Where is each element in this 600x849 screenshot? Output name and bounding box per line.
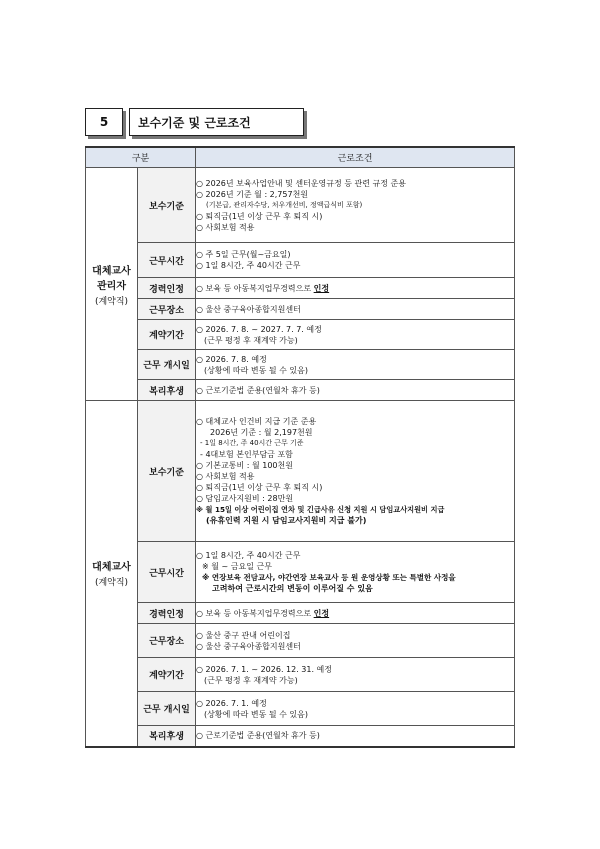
row-label: 경력인정 (138, 278, 196, 299)
line: ○ 2026. 7. 8. ~ 2027. 7. 7. 예정 (196, 324, 322, 334)
line: - 1일 8시간, 주 40시간 근무 기준 (200, 439, 304, 447)
group-sub: (계약직) (94, 578, 129, 589)
line-text: ○ 보육 등 아동복지업무경력으로 (196, 283, 314, 293)
line: ○ 사회보험 적용 (196, 222, 255, 232)
row-label: 근무장소 (138, 624, 196, 658)
row-content (196, 658, 515, 692)
row-content (196, 168, 515, 243)
line: ○ 담임교사지원비 : 28만원 (196, 494, 294, 503)
group-name: 대체교사 (92, 562, 131, 574)
row-label: 근무 개시일 (138, 692, 196, 726)
line: ○ 2026. 7. 1. 예정 (196, 698, 267, 708)
col-header-conditions: 근로조건 (196, 147, 515, 168)
line: ○ 퇴직금(1년 이상 근무 후 퇴직 시) (196, 483, 323, 492)
line: ○ 2026년 보육사업안내 및 센터운영규정 등 관련 규정 준용 (196, 178, 406, 188)
line: (근무 평정 후 재계약 가능) (204, 675, 298, 685)
line: ○ 근로기준법 준용(연월차 휴가 등) (196, 731, 320, 741)
line: (기본급, 관리자수당, 처우개선비, 정액급식비 포함) (206, 200, 363, 209)
section-header (85, 108, 304, 136)
line: ○ 근로기준법 준용(연월차 휴가 등) (196, 385, 320, 395)
line: ○ 1일 8시간, 주 40시간 근무 (196, 261, 301, 270)
row-content (196, 320, 515, 350)
row-label: 근무 개시일 (138, 350, 196, 380)
line: ○ 울산 중구육아종합지원센터 (196, 304, 301, 314)
row-label: 근무시간 (138, 243, 196, 278)
group-substitute (86, 401, 138, 747)
line: (상황에 따라 변동 될 수 있음) (204, 709, 308, 719)
line: ○ 2026. 7. 8. 예정 (196, 354, 267, 364)
line: ○ 울산 중구 관내 어린이집 (196, 630, 291, 640)
line (196, 283, 514, 294)
emphasis-text: 인정 (313, 283, 330, 293)
group-manager (86, 168, 138, 401)
row-label: 보수기준 (138, 168, 196, 243)
line: - 4대보험 본인부담금 포함 (200, 450, 293, 459)
emphasis-text: 인정 (313, 608, 330, 618)
row-label: 계약기간 (138, 658, 196, 692)
row-content (196, 542, 515, 603)
row-content (196, 380, 515, 401)
line: ※ 월 ~ 금요일 근무 (202, 562, 272, 571)
row-content (196, 278, 515, 299)
line: ※ 연장보육 전담교사, 야간연장 보육교사 등 원 운영상황 또는 특별한 사정을 (202, 573, 456, 582)
line: ○ 울산 중구육아종합지원센터 (196, 641, 301, 651)
row-label: 복리후생 (138, 726, 196, 747)
section-title: 보수기준 및 근로조건 (129, 108, 304, 136)
row-label: 근무시간 (138, 542, 196, 603)
row-content (196, 350, 515, 380)
row-label: 경력인정 (138, 603, 196, 624)
row-content (196, 726, 515, 747)
line (196, 608, 514, 619)
line: ○ 기본교통비 : 월 100천원 (196, 461, 293, 470)
line: ○ 2026. 7. 1. ~ 2026. 12. 31. 예정 (196, 664, 333, 674)
row-label: 근무장소 (138, 299, 196, 320)
line: (상황에 따라 변동 될 수 있음) (204, 365, 308, 375)
row-content (196, 603, 515, 624)
conditions-table (85, 146, 515, 748)
section-number: 5 (85, 108, 123, 136)
row-content (196, 299, 515, 320)
row-label: 복리후생 (138, 380, 196, 401)
group-name: 대체교사 관리자 (92, 265, 131, 292)
col-header-category: 구분 (86, 147, 196, 168)
row-label: 계약기간 (138, 320, 196, 350)
row-content (196, 243, 515, 278)
line: ○ 주 5일 근무(월~금요일) (196, 250, 291, 259)
line: 2026년 기준 : 월 2,197천원 (210, 428, 313, 437)
line: ○ 1일 8시간, 주 40시간 근무 (196, 551, 301, 560)
line-text: ○ 보육 등 아동복지업무경력으로 (196, 608, 314, 618)
row-label: 보수기준 (138, 401, 196, 542)
row-content (196, 624, 515, 658)
line: ○ 퇴직금(1년 이상 근무 후 퇴직 시) (196, 211, 323, 221)
line: ○ 대체교사 인건비 지급 기준 준용 (196, 417, 317, 426)
line: ○ 2026년 기준 월 : 2,757천원 (196, 189, 309, 199)
line: ※ 월 15일 이상 어린이집 연차 및 긴급사유 신청 지원 시 담임교사지원비 지급 (196, 505, 445, 514)
line: 고려하여 근로시간의 변동이 이루어질 수 있음 (212, 584, 373, 593)
row-content (196, 692, 515, 726)
line: (근무 평정 후 재계약 가능) (204, 335, 298, 345)
row-content (196, 401, 515, 542)
line: ○ 사회보험 적용 (196, 472, 255, 481)
line: (유휴인력 지원 시 담임교사지원비 지급 불가) (206, 516, 367, 525)
group-sub: (계약직) (94, 296, 129, 307)
